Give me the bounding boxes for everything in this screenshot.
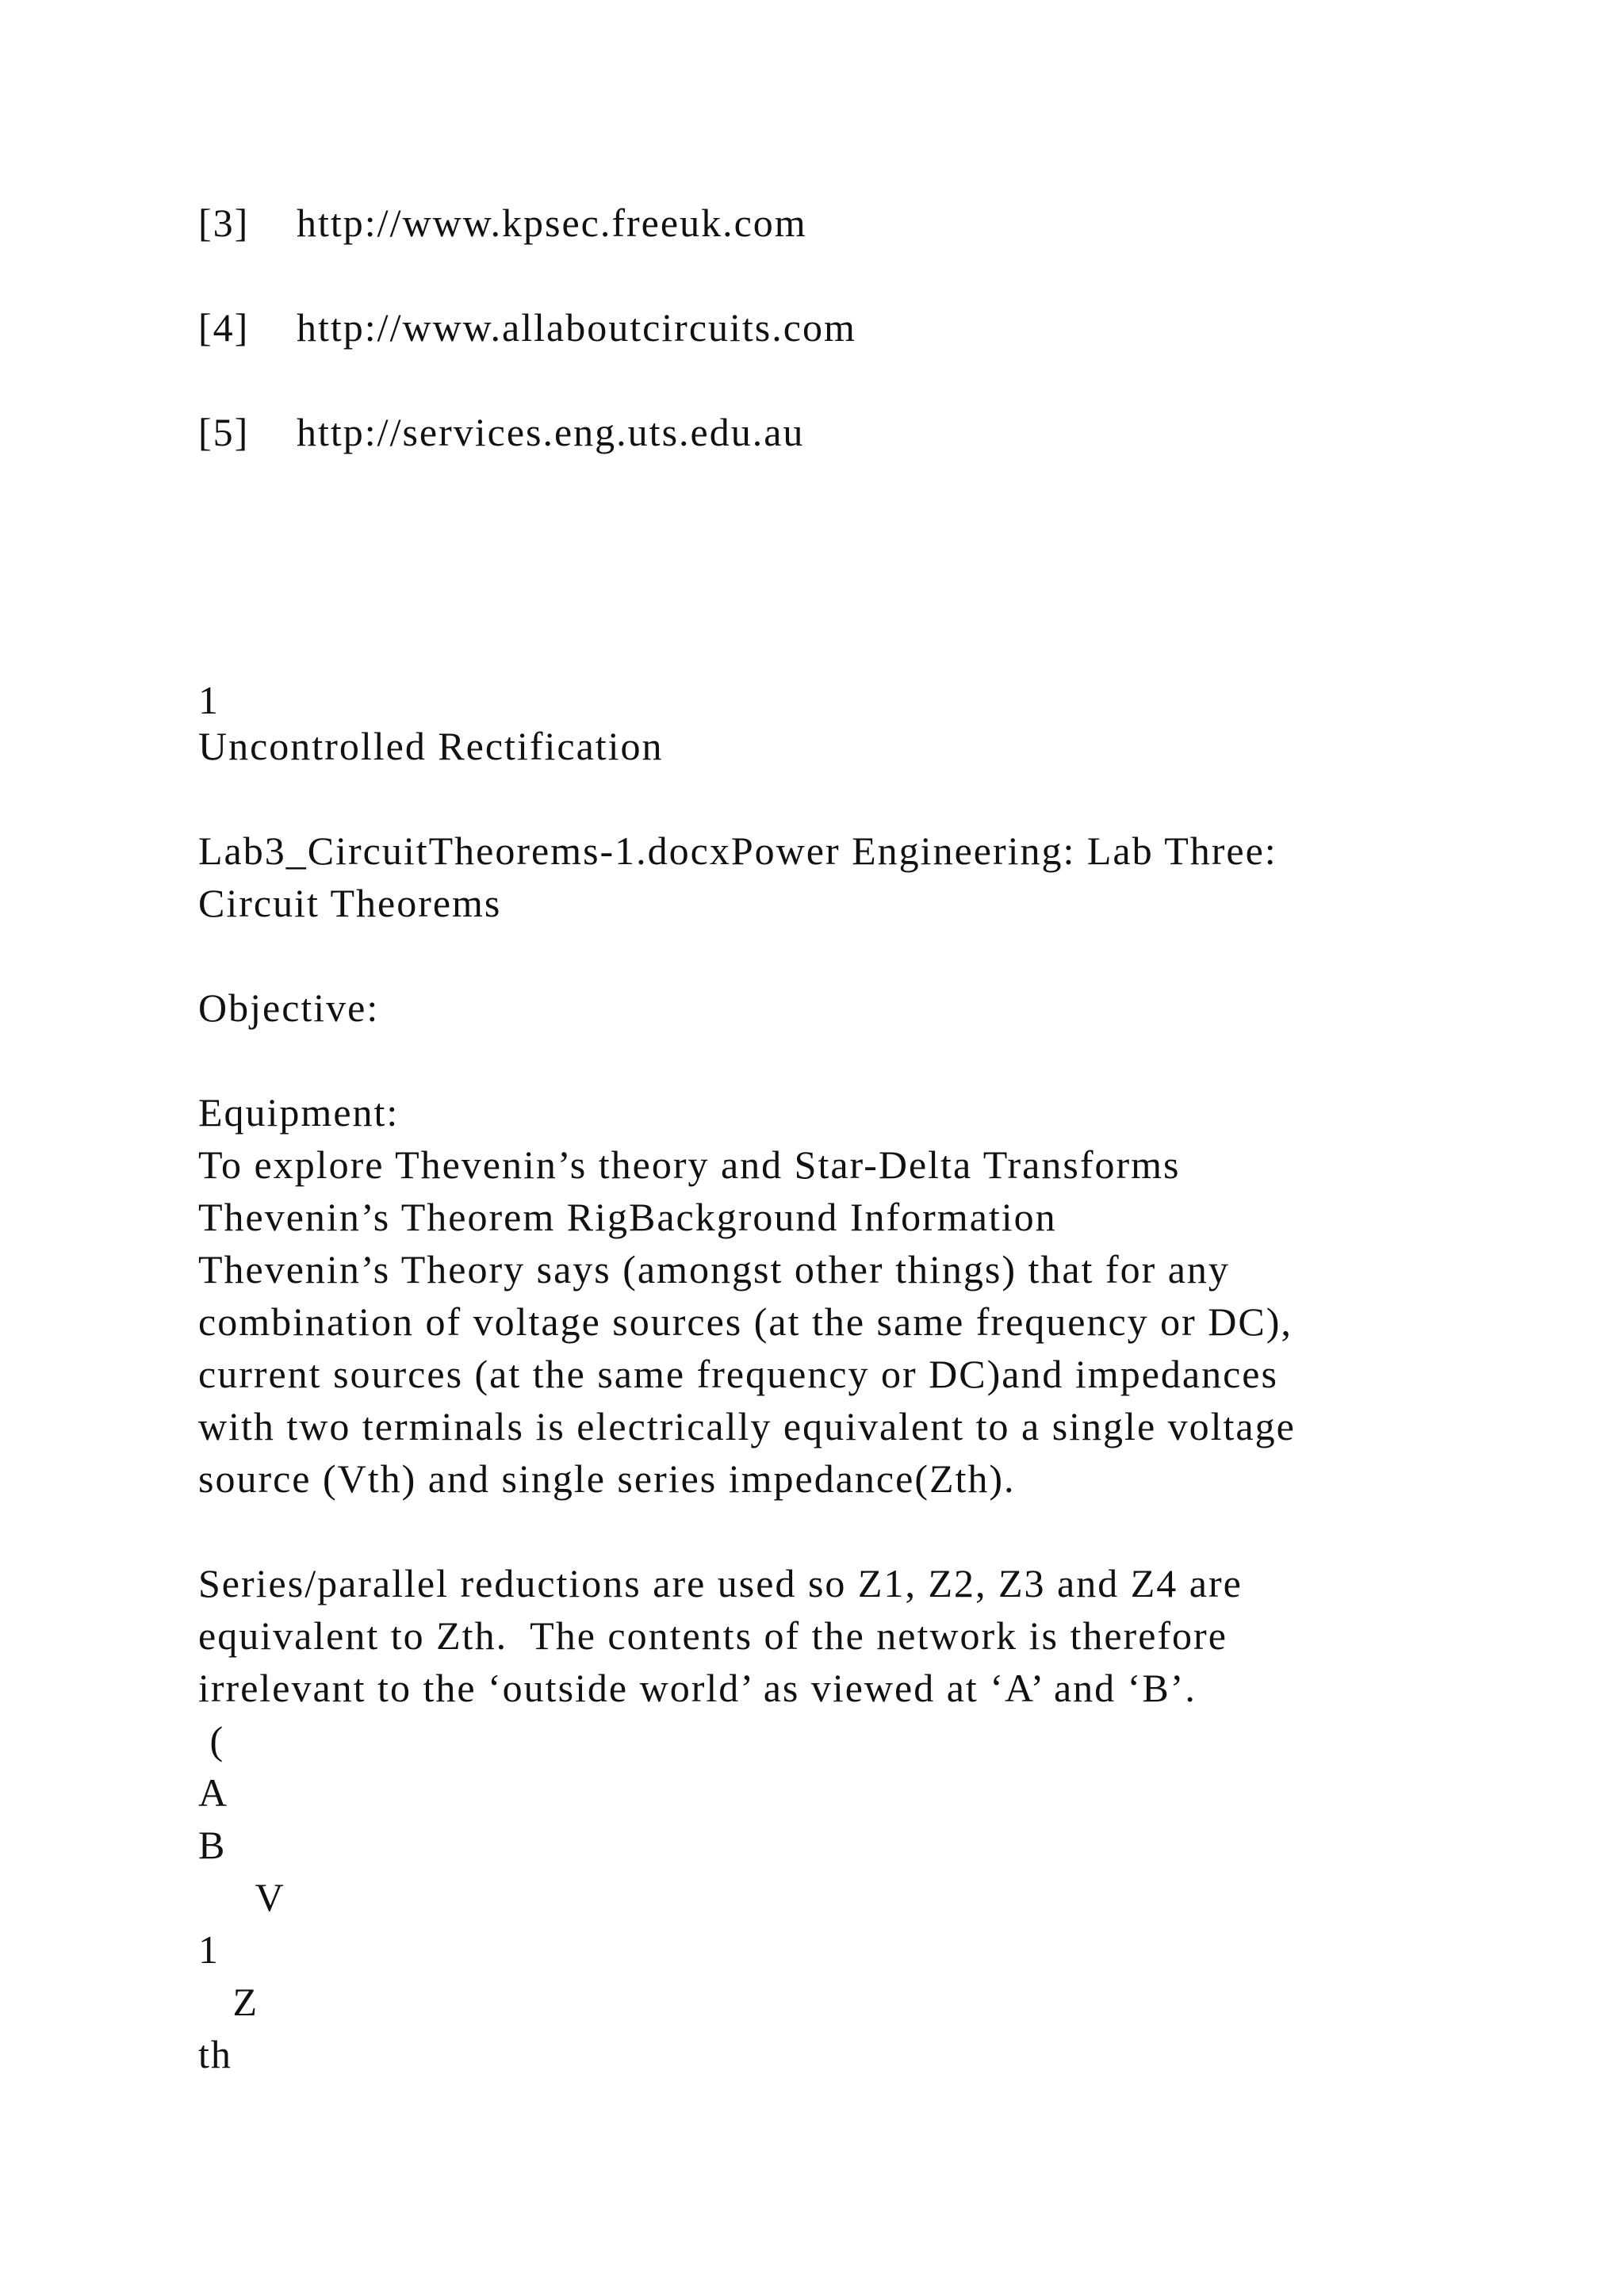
reference-url: http://www.allaboutcircuits.com xyxy=(297,305,856,350)
diagram-fragment: Z xyxy=(198,1980,259,2024)
equipment-label: Equipment: xyxy=(198,1090,400,1135)
diagram-fragment: A xyxy=(198,1770,229,1815)
objective-label: Objective: xyxy=(198,985,380,1030)
diagram-fragment: th xyxy=(198,2032,232,2076)
body-line: source (Vth) and single series impedance(Zth). xyxy=(198,1456,1016,1501)
reference-url: http://www.kpsec.freeuk.com xyxy=(297,201,807,245)
reference-4 xyxy=(198,301,856,354)
diagram-fragment: V xyxy=(198,1875,285,1919)
reference-url: http://services.eng.uts.edu.au xyxy=(297,410,805,454)
page-number: 1 xyxy=(198,678,220,722)
reference-number: [3] xyxy=(198,201,250,245)
reference-number: [4] xyxy=(198,305,250,350)
paragraph-line: equivalent to Zth. The contents of the network is therefore xyxy=(198,1613,1228,1658)
doc-title-line-2: Circuit Theorems xyxy=(198,881,502,925)
body-line: Thevenin’s Theory says (amongst other things) that for any xyxy=(198,1247,1230,1292)
reference-5 xyxy=(198,406,804,458)
body-line: current sources (at the same frequency or DC)and impedances xyxy=(198,1352,1278,1396)
reference-number: [5] xyxy=(198,410,250,454)
diagram-fragment: ( xyxy=(198,1718,225,1762)
body-line: with two terminals is electrically equivalent to a single voltage xyxy=(198,1404,1296,1448)
body-line: Thevenin’s Theorem RigBackground Information xyxy=(198,1195,1057,1239)
doc-title-line-1: Lab3_CircuitTheorems-1.docxPower Engineering: Lab Three: xyxy=(198,828,1277,873)
diagram-fragment: B xyxy=(198,1823,227,1867)
paragraph-line: Series/parallel reductions are used so Z1, Z2, Z3 and Z4 are xyxy=(198,1561,1243,1605)
body-line: combination of voltage sources (at the same frequency or DC), xyxy=(198,1299,1293,1344)
diagram-fragment: 1 xyxy=(198,1927,220,1972)
paragraph-line: irrelevant to the ‘outside world’ as viewed at ‘A’ and ‘B’. xyxy=(198,1666,1197,1710)
body-line: To explore Thevenin’s theory and Star-Delta Transforms xyxy=(198,1142,1181,1187)
reference-3 xyxy=(198,197,807,249)
header-title: Uncontrolled Rectification xyxy=(198,724,664,768)
